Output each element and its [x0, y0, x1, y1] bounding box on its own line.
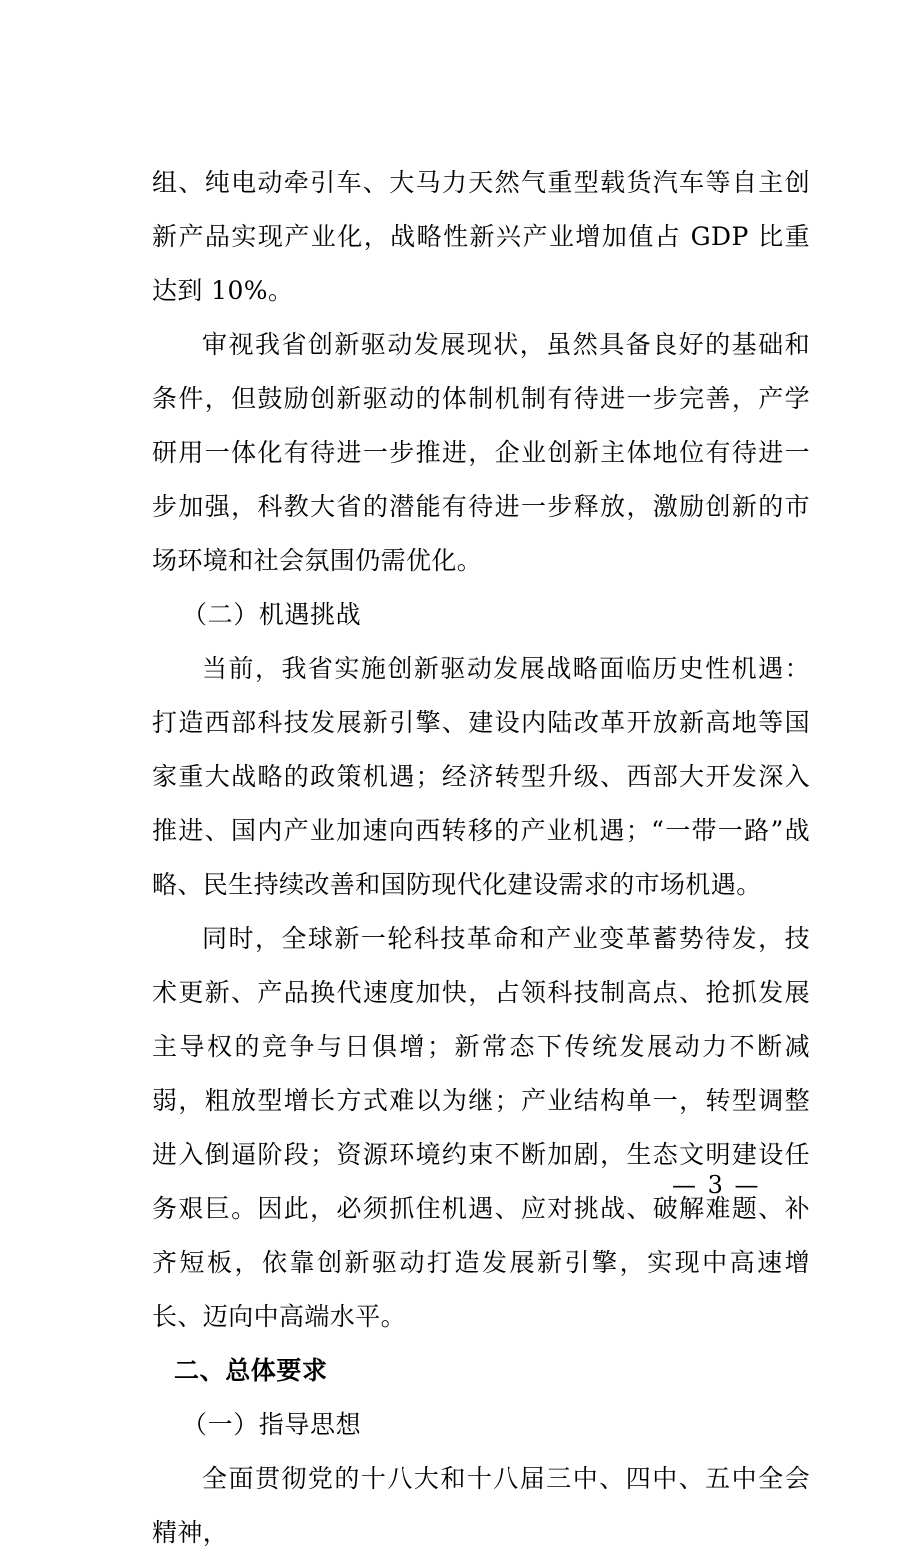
paragraph-continuation: 组、纯电动牵引车、大马力天然气重型载货汽车等自主创新产品实现产业化，战略性新兴产业增加值占 GDP 比重达到 10%。	[152, 168, 810, 305]
paragraph-guiding-ideology: 全面贯彻党的十八大和十八届三中、四中、五中全会精神，	[152, 1464, 810, 1547]
section-heading-opportunities: （二）机遇挑战	[182, 600, 362, 629]
section-heading-guiding-ideology: （一）指导思想	[182, 1410, 362, 1439]
page-number: — 3 —	[672, 1171, 761, 1199]
document-body	[152, 156, 810, 1560]
section-heading-general-requirements: 二、总体要求	[174, 1356, 328, 1385]
paragraph-current-status: 审视我省创新驱动发展现状，虽然具备良好的基础和条件，但鼓励创新驱动的体制机制有待进一步完善，产学研用一体化有待进一步推进，企业创新主体地位有待进一步加强，科教大省的潜能有待进一步释放，激励创新的市场环境和社会氛围仍需优化。	[152, 330, 810, 575]
paragraph-challenges: 同时，全球新一轮科技革命和产业变革蓄势待发，技术更新、产品换代速度加快，占领科技制高点、抢抓发展主导权的竞争与日俱增；新常态下传统发展动力不断减弱，粗放型增长方式难以为继；产业结构单一，转型调整进入倒逼阶段；资源环境约束不断加剧，生态文明建设任务艰巨。因此，必须抓住机遇、应对挑战、破解难题、补齐短板，依靠创新驱动打造发展新引擎，实现中高速增长、迈向中高端水平。	[152, 924, 810, 1331]
paragraph-opportunities: 当前，我省实施创新驱动发展战略面临历史性机遇：打造西部科技发展新引擎、建设内陆改革开放新高地等国家重大战略的政策机遇；经济转型升级、西部大开发深入推进、国内产业加速向西转移的产业机遇；“一带一路”战略、民生持续改善和国防现代化建设需求的市场机遇。	[152, 654, 810, 899]
